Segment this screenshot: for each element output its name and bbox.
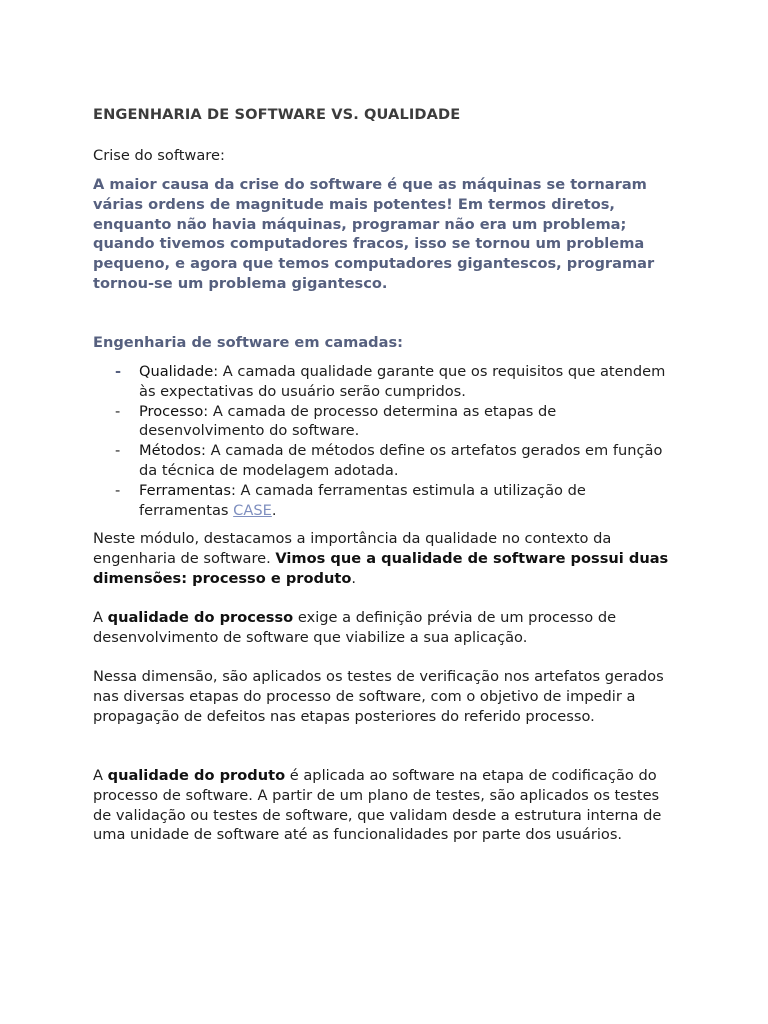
list-item-ferramentas (93, 481, 673, 521)
modulo-end: . (351, 569, 356, 587)
layer-term: Processo: (139, 402, 209, 420)
layer-text: A camada qualidade garante que os requisitos que atendem às expectativas do usuário serão cumpridos. (139, 363, 666, 400)
list-item-qualidade (93, 362, 673, 402)
layers-list (93, 362, 673, 520)
paragraph-modulo (93, 529, 673, 588)
layer-tail: . (271, 501, 277, 519)
produto-rest: é aplicada ao software na etapa de codificação do processo de software. A partir de um plano de testes, são aplicados os testes de validação ou testes de software, que validam desde a estrutura interna de uma unidade de software até as funcionalidades por parte dos usuários. (93, 767, 662, 844)
layer-term: Métodos: (139, 442, 206, 460)
document-title: ENGENHARIA DE SOFTWARE VS. QUALIDADE (93, 106, 461, 123)
layer-text: A camada ferramentas estimula a utilização de ferramentas (139, 481, 586, 519)
processo-pre: A (93, 609, 108, 626)
produto-pre: A (93, 767, 108, 784)
list-dash: - (115, 481, 121, 499)
case-link[interactable]: CASE (233, 501, 272, 519)
crise-label: Crise do software: (93, 147, 225, 164)
processo-bold: qualidade do processo (107, 609, 294, 626)
list-dash: - (115, 442, 121, 460)
paragraph-dimensao: Nessa dimensão, são aplicados os testes de verificação nos artefatos gerados nas diversas etapas do processo de software, com o objetivo de impedir a propagação de defeitos nas etapas posteriores do referido processo. (93, 668, 664, 725)
modulo-text: Neste módulo, destacamos a importância da qualidade no contexto da engenharia de software. (93, 530, 612, 567)
paragraph-produto (93, 766, 673, 845)
paragraph-processo (93, 608, 673, 648)
list-item-processo (93, 402, 673, 442)
layer-text: A camada de processo determina as etapas de desenvolvimento do software. (139, 402, 557, 440)
layer-term: Qualidade: (139, 363, 219, 380)
list-dash: - (115, 363, 122, 380)
layer-text: A camada de métodos define os artefatos gerados em função da técnica de modelagem adotada. (139, 442, 663, 479)
list-dash: - (115, 402, 121, 420)
produto-bold: qualidade do produto (107, 767, 286, 784)
list-item-metodos (93, 441, 673, 481)
crise-quote: A maior causa da crise do software é que as máquinas se tornaram várias ordens de magnitude mais potentes! Em termos diretos, enquanto não havia máquinas, programar não era um problema; quando tivemos computadores fracos, isso se tornou um problema pequeno, e agora que temos computadores gigantescos, programar tornou-se um problema gigantesco. (93, 176, 655, 292)
layers-heading: Engenharia de software em camadas: (93, 334, 403, 351)
modulo-bold: Vimos que a qualidade de software possui duas dimensões: processo e produto (93, 549, 669, 587)
processo-rest: exige a definição prévia de um processo de desenvolvimento de software que viabilize a sua aplicação. (93, 609, 617, 646)
layer-term: Ferramentas: (139, 481, 236, 499)
